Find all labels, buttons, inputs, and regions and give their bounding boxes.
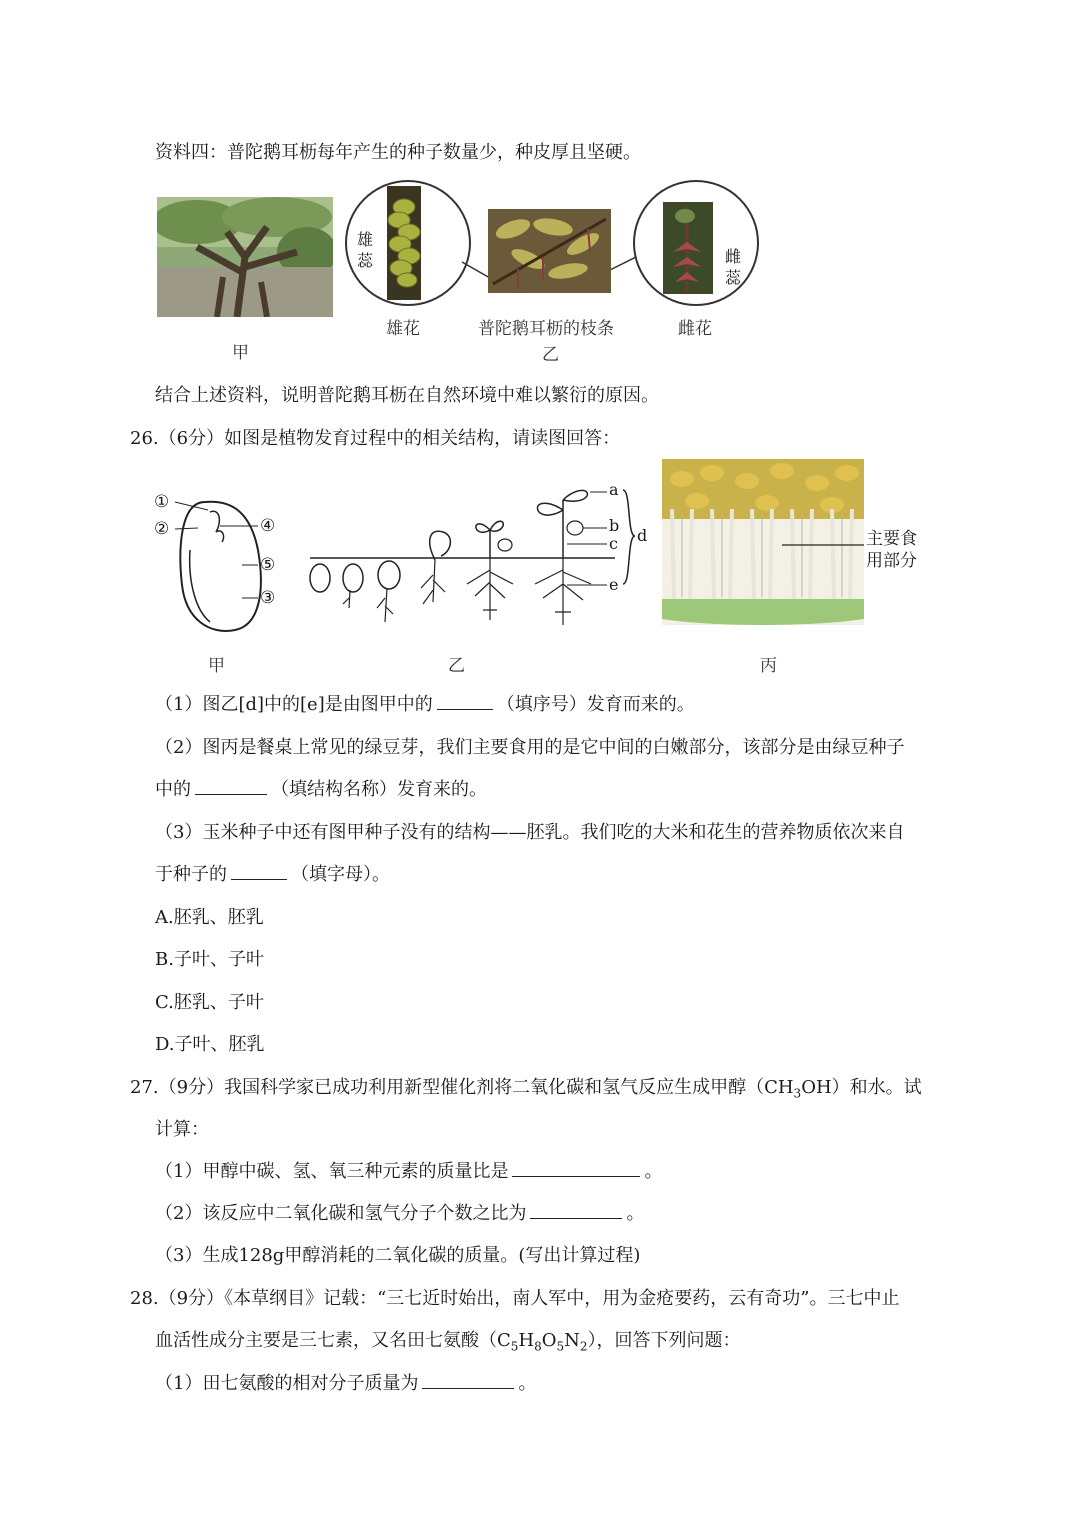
q26-part2-line1: （2）图丙是餐桌上常见的绿豆芽，我们主要食用的是它中间的白嫩部分，该部分是由绿豆种子	[155, 737, 905, 758]
conclusion-text: 结合上述资料，说明普陀鹅耳枥在自然环境中难以繁衍的原因。	[155, 385, 659, 406]
q26-option-b[interactable]: B.子叶、子叶	[155, 949, 264, 970]
q27-part2-text: （2）该反应中二氧化碳和氢气分子个数之比为	[155, 1203, 527, 1224]
q28-part1	[155, 1369, 536, 1395]
seed-label-5: ⑤	[260, 555, 276, 575]
q26-option-d[interactable]: D.子叶、胚乳	[155, 1034, 265, 1055]
caption-male-flower: 雄花	[386, 319, 420, 339]
fig-label-jia: 甲	[232, 343, 249, 363]
fig-label-yi: 乙	[542, 345, 559, 365]
q27-part1-text: （1）甲醇中碳、氢、氧三种元素的质量比是	[155, 1161, 509, 1182]
seedling-label-e: e	[609, 575, 619, 594]
q27-title-b: OH）和水。试	[801, 1077, 922, 1098]
q27-part1-end: 。	[644, 1161, 663, 1182]
tree-photo	[157, 197, 333, 317]
pistil-label-top: 雌	[725, 247, 742, 266]
q27-title	[130, 1073, 922, 1101]
seedling-label-a: a	[609, 480, 619, 499]
q28-sub-2: 2	[579, 1339, 588, 1354]
q26-part1	[155, 690, 695, 716]
q27-title-a: 27.（9分）我国科学家已成功利用新型催化剂将二氧化碳和氢气反应生成甲醇（CH	[130, 1077, 794, 1098]
germination-diagram	[305, 480, 635, 630]
q26-part3-text-c: （填字母）。	[291, 864, 390, 885]
q27-part1	[155, 1157, 662, 1183]
q26-part1-text-b: （填序号）发育而来的。	[496, 694, 695, 715]
q27-title-continued: 计算：	[155, 1119, 209, 1140]
q27-part1-blank[interactable]	[512, 1162, 640, 1177]
caption-yi-26: 乙	[448, 656, 465, 676]
q28-part1-blank[interactable]	[422, 1374, 514, 1389]
q28-o: O	[541, 1330, 557, 1351]
q28-line2-b: ），回答下列问题：	[587, 1330, 741, 1351]
q26-part2-blank[interactable]	[195, 780, 267, 795]
sprout-label-line2: 用部分	[866, 551, 917, 571]
q26-part1-blank[interactable]	[437, 695, 493, 710]
caption-jia-26: 甲	[208, 656, 225, 676]
bean-sprout-photo	[662, 459, 864, 625]
q26-part3-line1: （3）玉米种子中还有图甲种子没有的结构——胚乳。我们吃的大米和花生的营养物质依次来自	[155, 822, 905, 843]
q28-part1-text: （1）田七氨酸的相对分子质量为	[155, 1373, 419, 1394]
male-flower-circle	[345, 180, 471, 306]
q28-sub-5: 5	[510, 1339, 519, 1354]
seed-label-2: ②	[154, 519, 170, 539]
seedling-label-b: b	[609, 516, 620, 535]
material-four-text: 资料四：普陀鹅耳枥每年产生的种子数量少，种皮厚且坚硬。	[155, 142, 641, 163]
q28-sub-5b: 5	[556, 1339, 565, 1354]
q26-part2-text-c: （填结构名称）发育来的。	[271, 779, 487, 800]
q28-part1-end: 。	[518, 1373, 537, 1394]
caption-female-flower: 雌花	[678, 319, 712, 339]
q27-title-sub: 3	[793, 1086, 802, 1101]
sprout-label-line1: 主要食	[866, 529, 917, 549]
caption-bing-26: 丙	[760, 656, 777, 676]
q27-part2-end: 。	[626, 1203, 645, 1224]
q26-option-a[interactable]: A.胚乳、胚乳	[155, 907, 264, 928]
seed-label-4: ④	[260, 516, 276, 536]
seed-label-3: ③	[260, 588, 276, 608]
pistil-label-bottom: 蕊	[725, 268, 742, 287]
q26-part1-text-a: （1）图乙[d]中的[e]是由图甲中的	[155, 694, 433, 715]
q26-part2-text-b: 中的	[155, 779, 191, 800]
q26-part3-line2	[155, 860, 390, 886]
caption-branch: 普陀鹅耳枥的枝条	[478, 319, 614, 339]
q28-line2-a: 血活性成分主要是三七素，又名田七氨酸（C	[155, 1330, 511, 1351]
seedling-label-d: d	[637, 526, 648, 545]
seed-label-1: ①	[154, 492, 170, 512]
q28-h: H	[518, 1330, 535, 1351]
q26-option-c[interactable]: C.胚乳、子叶	[155, 992, 264, 1013]
q26-part2-line2	[155, 775, 487, 801]
q27-part2-blank[interactable]	[530, 1204, 622, 1219]
q27-part3: （3）生成128g甲醇消耗的二氧化碳的质量。(写出计算过程)	[155, 1245, 641, 1266]
branch-photo	[488, 209, 611, 293]
q28-sub-8: 8	[534, 1339, 542, 1354]
q27-part2	[155, 1199, 644, 1225]
q28-line2	[155, 1326, 741, 1354]
stamen-label-bottom: 蕊	[357, 251, 374, 270]
q28-title: 28.（9分）《本草纲目》记载：“三七近时始出，南人军中，用为金疮要药，云有奇功”。三七中止	[130, 1288, 900, 1309]
q28-n: N	[564, 1330, 580, 1351]
seedling-label-c: c	[609, 534, 618, 553]
female-flower-circle	[633, 180, 759, 306]
q26-part3-text-b: 于种子的	[155, 864, 227, 885]
q26-part3-blank[interactable]	[231, 865, 287, 880]
stamen-label-top: 雄	[357, 230, 374, 249]
q26-title: 26.（6分）如图是植物发育过程中的相关结构，请读图回答：	[130, 428, 621, 449]
